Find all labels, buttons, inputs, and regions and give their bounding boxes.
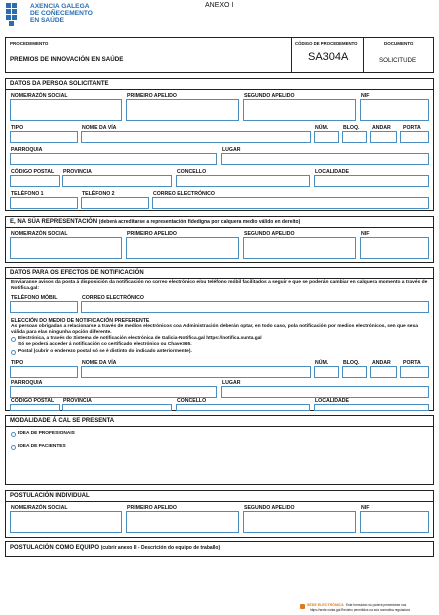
applicant-email-label: CORREO ELECTRÓNICO <box>153 191 215 197</box>
rep-nif-field[interactable] <box>360 237 429 259</box>
rep-surname2-label: SEGUNDO APELIDO <box>244 231 295 237</box>
applicant-surname2-label: SEGUNDO APELIDO <box>244 93 295 99</box>
notif-choice-title: ELECCIÓN DO MEDIO DE NOTIFICACIÓN PREFERENTE <box>11 318 150 324</box>
rep-surname1-field[interactable] <box>126 237 239 259</box>
notification-intro: Enviaranse avisos da posta á disposición da notificación no correo electrónico e/ou teléfono móbil facilitados a seguir e que se poderán cambiar en calquera momento a través de Notifica.gal: <box>11 280 428 291</box>
applicant-surname2-field[interactable] <box>243 99 356 121</box>
notif-block-field[interactable] <box>342 366 367 378</box>
applicant-place-label: LUGAR <box>222 147 241 153</box>
notif-electronic-note: Só se poderá acceder á notificación co certificado electrónico ou Chave365. <box>18 342 192 347</box>
notif-electronic-radio[interactable] <box>11 337 16 342</box>
individual-section <box>5 490 434 538</box>
notif-door-field[interactable] <box>400 366 429 378</box>
modality-option1-label: IDEA DE PROFESIONAIS <box>18 431 75 436</box>
applicant-place-field[interactable] <box>221 153 429 165</box>
notif-place-field[interactable] <box>221 386 429 398</box>
annex-title: ANEXO I <box>205 2 234 9</box>
notif-choice-text: As persoas obrigadas a relacionarse a través de medios electrónicos coa Administración deberán optar, en todo caso, pola notificación por medios electrónicos, sen que sexa válida para elas ningunha opción diferente. <box>11 324 418 335</box>
applicant-title: DATOS DA PERSOA SOLICITANTE <box>10 81 109 87</box>
applicant-name-field[interactable] <box>10 99 122 121</box>
notif-type-field[interactable] <box>10 366 78 378</box>
org-line-2: DE COÑECEMENTO <box>30 10 93 18</box>
applicant-num-label: NÚM. <box>315 125 329 131</box>
notif-locality-field[interactable] <box>314 404 429 411</box>
applicant-door-label: PORTA <box>403 125 421 131</box>
applicant-phone1-field[interactable] <box>10 197 78 209</box>
notif-num-label: NÚM. <box>315 360 329 366</box>
notif-postal-label: Postal (cubrir o enderezo postal só se é distinto do indicado anteriormente). <box>18 349 192 354</box>
modality-option1-radio[interactable] <box>11 432 16 437</box>
rep-name-field[interactable] <box>10 237 122 259</box>
procedure-label: PROCEDEMENTO <box>10 41 49 46</box>
ind-surname2-label: SEGUNDO APELIDO <box>244 505 295 511</box>
footer-text-2: https://sede.xunta.gal Rexistro permitidos na súa normativa reguladora <box>310 608 410 612</box>
notif-street-label: NOME DA VÍA <box>82 360 117 366</box>
applicant-floor-label: ANDAR <box>372 125 391 131</box>
applicant-locality-label: LOCALIDADE <box>315 169 350 175</box>
applicant-nif-label: NIF <box>361 93 370 99</box>
footer-badge: SEDE ELECTRÓNICA <box>307 603 344 607</box>
applicant-block-label: BLOQ. <box>343 125 360 131</box>
applicant-parish-field[interactable] <box>10 153 217 165</box>
notif-province-label: PROVINCIA <box>63 398 92 404</box>
sede-icon <box>300 604 305 609</box>
applicant-door-field[interactable] <box>400 131 429 143</box>
applicant-phone2-label: TELÉFONO 2 <box>82 191 115 197</box>
applicant-phone2-field[interactable] <box>81 197 149 209</box>
applicant-type-field[interactable] <box>10 131 78 143</box>
applicant-council-label: CONCELLO <box>177 169 207 175</box>
ind-nif-label: NIF <box>361 505 370 511</box>
notif-parish-label: PARROQUIA <box>11 380 43 386</box>
notif-block-label: BLOQ. <box>343 360 360 366</box>
notif-place-label: LUGAR <box>222 380 241 386</box>
rep-surname2-field[interactable] <box>243 237 356 259</box>
ind-surname1-field[interactable] <box>126 511 239 533</box>
ind-surname1-label: PRIMEIRO APELIDO <box>127 505 177 511</box>
procedure-code-value: SA304A <box>308 51 349 63</box>
notif-door-label: PORTA <box>403 360 421 366</box>
rep-nif-label: NIF <box>361 231 370 237</box>
applicant-surname1-label: PRIMEIRO APELIDO <box>127 93 177 99</box>
applicant-section <box>5 78 434 211</box>
notif-council-field[interactable] <box>176 404 310 411</box>
notification-section <box>5 267 434 411</box>
notif-type-label: TIPO <box>11 360 24 366</box>
representation-section <box>5 216 434 263</box>
notif-num-field[interactable] <box>314 366 339 378</box>
applicant-postal-field[interactable] <box>10 175 60 187</box>
footer <box>300 603 436 614</box>
notif-street-field[interactable] <box>81 366 311 378</box>
notif-postal-code-field[interactable] <box>10 404 60 411</box>
applicant-province-label: PROVINCIA <box>63 169 92 175</box>
document-label: DOCUMENTO <box>384 41 414 46</box>
ind-name-label: NOME/RAZÓN SOCIAL <box>11 505 68 511</box>
notif-mobile-label: TELÉFONO MÓBIL <box>11 295 58 301</box>
applicant-parish-label: PARROQUIA <box>11 147 43 153</box>
modality-section <box>5 415 434 485</box>
procedure-block <box>5 37 434 73</box>
representation-title: E, NA SÚA REPRESENTACIÓN <box>10 219 98 225</box>
modality-option2-label: IDEA DE PACIENTES <box>18 444 66 449</box>
notif-council-label: CONCELLO <box>177 398 207 404</box>
individual-title: POSTULACIÓN INDIVIDUAL <box>10 493 90 499</box>
notification-title: DATOS PARA OS EFECTOS DE NOTIFICACIÓN <box>10 270 144 276</box>
notif-postal-code-label: CÓDIGO POSTAL <box>11 398 55 404</box>
notif-floor-label: ANDAR <box>372 360 391 366</box>
notif-province-field[interactable] <box>62 404 172 411</box>
org-line-3: EN SAÚDE <box>30 17 65 25</box>
applicant-floor-field[interactable] <box>370 131 397 143</box>
applicant-nif-field[interactable] <box>360 99 429 121</box>
document-value: SOLICITUDE <box>379 57 417 64</box>
ind-name-field[interactable] <box>10 511 122 533</box>
applicant-council-field[interactable] <box>176 175 310 187</box>
org-line-1: AXENCIA GALEGA <box>30 3 90 10</box>
applicant-surname1-field[interactable] <box>126 99 239 121</box>
procedure-value: PREMIOS DE INNOVACIÓN EN SAÚDE <box>10 56 124 63</box>
ind-surname2-field[interactable] <box>243 511 356 533</box>
applicant-block-field[interactable] <box>342 131 367 143</box>
notif-email-label: CORREO ELECTRÓNICO <box>82 295 144 301</box>
team-section <box>5 541 434 557</box>
team-title: POSTULACIÓN COMO EQUIPO <box>10 545 100 551</box>
applicant-email-field[interactable] <box>152 197 429 209</box>
procedure-code-label: CÓDIGO DE PROCEDEMENTO <box>295 41 358 46</box>
applicant-locality-field[interactable] <box>314 175 429 187</box>
applicant-phone1-label: TELÉFONO 1 <box>11 191 44 197</box>
modality-title: MODALIDADE Á CAL SE PRESENTA <box>10 418 115 424</box>
notif-email-field[interactable] <box>81 301 429 313</box>
representation-note: (deberá acreditarse a representación fidedigna por calquera medio válido en dereito) <box>98 219 301 225</box>
applicant-postal-label: CÓDIGO POSTAL <box>11 169 55 175</box>
footer-text-1: Este formulario só poderá presentarse nos <box>346 603 407 607</box>
applicant-type-label: TIPO <box>11 125 24 131</box>
applicant-num-field[interactable] <box>314 131 339 143</box>
notif-floor-field[interactable] <box>370 366 397 378</box>
applicant-province-field[interactable] <box>62 175 172 187</box>
notif-postal-radio[interactable] <box>11 350 16 355</box>
notif-parish-field[interactable] <box>10 386 217 398</box>
ind-nif-field[interactable] <box>360 511 429 533</box>
org-name <box>30 3 93 25</box>
rep-name-label: NOME/RAZÓN SOCIAL <box>11 231 68 237</box>
modality-option2-radio[interactable] <box>11 445 16 450</box>
notif-electronic-label: Electrónica, a través do Sistema de notificación electrónica de Galicia-Notifica.gal https://notifica.xunta.gal <box>18 336 262 341</box>
notif-mobile-field[interactable] <box>10 301 78 313</box>
logo <box>6 3 28 27</box>
applicant-street-field[interactable] <box>81 131 311 143</box>
applicant-name-label: NOME/RAZÓN SOCIAL <box>11 93 68 99</box>
applicant-street-label: NOME DA VÍA <box>82 125 117 131</box>
team-note: (cubrir anexo II - Descrición do equipo de traballo) <box>100 545 221 551</box>
rep-surname1-label: PRIMEIRO APELIDO <box>127 231 177 237</box>
notif-locality-label: LOCALIDADE <box>315 398 350 404</box>
